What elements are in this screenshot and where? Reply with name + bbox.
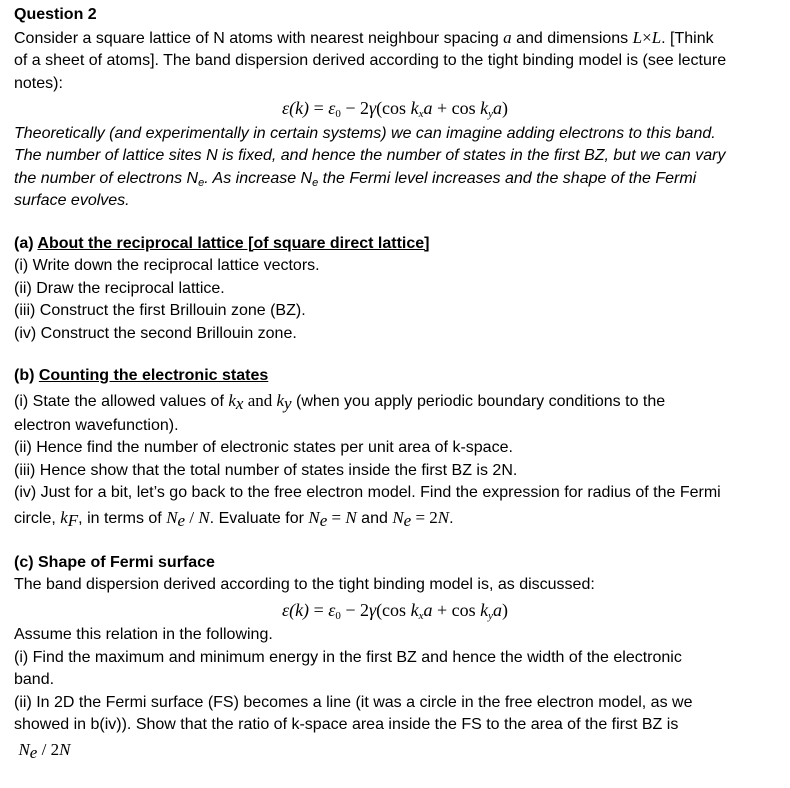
- intro-line-1: Consider a square lattice of N atoms with nearest neighbour spacing a and dimensions L×L. [Think: [14, 27, 714, 47]
- part-c-item-ii-cont: showed in b(iv)). Show that the ratio of k-space area inside the FS to the area of the first BZ is: [14, 716, 679, 733]
- part-b-item-iv-cont: circle, $k_F$, in terms of $N_e$ / N. Evaluate for $N_e = N$ and $N_e = 2N$.: [14, 507, 454, 530]
- part-b-heading: (b) Counting the electronic states: [14, 367, 269, 384]
- part-a-item: (i) Write down the reciprocal lattice vectors.: [14, 257, 320, 274]
- theory-line-1: Theoretically (and experimentally in certain systems) we can imagine adding electrons to this band.: [14, 124, 716, 142]
- part-a-item: (iv) Construct the second Brillouin zone.: [14, 324, 297, 342]
- intro-line-2: of a sheet of atoms]. The band dispersion derived according to the tight binding model is (see lecture: [14, 52, 727, 69]
- part-c-heading: (c) Shape of Fermi surface: [14, 553, 215, 571]
- part-c-intro: The band dispersion derived according to the tight binding model is, as discussed:: [14, 576, 595, 593]
- part-a-item: (ii) Draw the reciprocal lattice.: [14, 279, 225, 297]
- dispersion-equation: $\varepsilon(k) = \varepsilon_0 - 2\gamma(\cos$ $k_xa + \cos k_ya$): [281, 98, 508, 120]
- part-c-item-ii: (ii) In 2D the Fermi surface (FS) becomes a line (it was a circle in the free electron model, as we: [14, 693, 693, 711]
- part-c-assume: Assume this relation in the following.: [14, 626, 273, 643]
- part-b-item-i: (i) State the allowed values of $k_x$ and $k_y$ (when you apply periodic boundary conditions to the: [14, 390, 666, 413]
- dispersion-equation-repeat: $\varepsilon(k) = \varepsilon_0 - 2\gamma(\cos$ $k_xa + \cos k_ya$): [281, 599, 508, 622]
- intro-line-3: notes):: [14, 74, 63, 92]
- part-a-heading: (a) About the reciprocal lattice [of square direct lattice]: [14, 234, 430, 252]
- theory-line-2: The number of lattice sites N is fixed, and hence the number of states in the first BZ, but we can vary: [14, 147, 726, 164]
- theory-line-3: the number of electrons $N_e$. As increase $N_e$ the Fermi level increases and the shape of the Fermi: [14, 169, 697, 189]
- part-b-item-ii: (ii) Hence find the number of electronic states per unit area of k-space.: [14, 439, 513, 456]
- part-a-item: (iii) Construct the first Brillouin zone (BZ).: [14, 302, 306, 319]
- question-title: Question 2: [14, 6, 97, 23]
- part-c-item-i-cont: band.: [14, 671, 55, 688]
- part-b-item-i-cont: electron wavefunction).: [14, 416, 179, 434]
- part-b-item-iii: (iii) Hence show that the total number of states inside the first BZ is 2N.: [14, 461, 518, 479]
- part-b-item-iv: (iv) Just for a bit, let’s go back to the free electron model. Find the expression for radius of the Fermi: [14, 484, 721, 501]
- theory-line-4: surface evolves.: [14, 192, 130, 209]
- part-c-ratio: $N_e / 2N$: [18, 739, 71, 762]
- part-c-item-i: (i) Find the maximum and minimum energy in the first BZ and hence the width of the electronic: [14, 648, 682, 666]
